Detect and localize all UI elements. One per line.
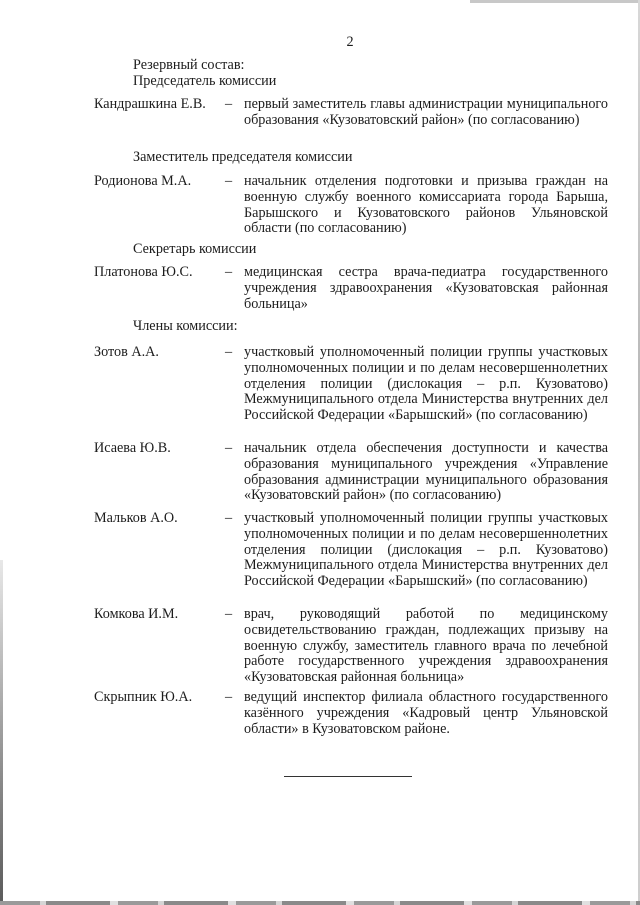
scan-edge-left (0, 560, 3, 905)
dash-separator: – (225, 344, 233, 360)
member-description: начальник отдела обеспечения доступности и качества образования муниципального учреждения «Управление образования администрации муниципального образования «Кузоватовский район» (по согласованию) (244, 440, 608, 504)
dash-separator: – (225, 264, 233, 280)
member-name: Исаева Ю.В. (94, 440, 171, 456)
member-description: первый заместитель главы администрации муниципального образования «Кузоватовский район» (по согласованию) (244, 96, 608, 128)
member-description: участковый уполномоченный полиции группы участковых уполномоченных полиции и по делам несовершеннолетних отделения полиции (дислокация – р.п. Кузоватово) Межмуниципального отдела Министерства внутренних дел Российской Федерации «Барышский» (по согласованию) (244, 344, 608, 424)
member-name: Родионова М.А. (94, 173, 192, 189)
member-name: Зотов А.А. (94, 344, 159, 360)
dash-separator: – (225, 96, 233, 112)
member-name: Комкова И.М. (94, 606, 179, 622)
member-entry (94, 690, 608, 737)
member-entry (94, 511, 608, 590)
page-number: 2 (346, 34, 354, 50)
member-name: Кандрашкина Е.В. (94, 96, 206, 112)
chair-heading: Председатель комиссии (133, 73, 277, 89)
dash-separator: – (225, 689, 233, 705)
member-name: Мальков А.О. (94, 510, 178, 526)
member-entry (94, 441, 608, 504)
deputy-heading: Заместитель председателя комиссии (133, 149, 353, 165)
dash-separator: – (225, 606, 233, 622)
member-description: медицинская сестра врача-педиатра государственного учреждения здравоохранения «Кузоватовская районная больница» (244, 264, 608, 312)
member-name: Скрыпник Ю.А. (94, 689, 193, 705)
dash-separator: – (225, 173, 233, 189)
member-description: участковый уполномоченный полиции группы участковых уполномоченных полиции и по делам несовершеннолетних отделения полиции (дислокация – р.п. Кузоватово) Межмуниципального отдела Министерства внутренних дел Российской Федерации «Барышский» (по согласованию) (244, 510, 608, 590)
reserve-title: Резервный состав: (133, 57, 245, 73)
secretary-heading: Секретарь комиссии (133, 241, 257, 257)
scan-edge-top (470, 0, 640, 3)
members-heading: Члены комиссии: (133, 318, 238, 334)
member-description: ведущий инспектор филиала областного государственного казённого учреждения «Кадровый центр Ульяновской области» в Кузоватовском районе. (244, 689, 608, 737)
closing-rule (284, 776, 412, 777)
dash-separator: – (225, 510, 233, 526)
member-description: начальник отделения подготовки и призыва граждан на военную службу военного комиссариата города Барыша, Барышского и Кузоватовского районов Ульяновской области (по согласованию) (244, 173, 608, 237)
member-description: врач, руководящий работой по медицинскому освидетельствованию граждан, подлежащих призыву на военную службу, заместитель главного врача по лечебной работе государственного учреждения здравоохранения «Кузоватовская районная больница» (244, 606, 608, 686)
member-entry (94, 345, 608, 424)
chair-entry (94, 97, 608, 129)
secretary-entry (94, 265, 608, 312)
dash-separator: – (225, 440, 233, 456)
deputy-entry (94, 174, 608, 237)
member-name: Платонова Ю.С. (94, 264, 193, 280)
scan-edge-bottom (0, 901, 640, 905)
member-entry (94, 607, 608, 686)
